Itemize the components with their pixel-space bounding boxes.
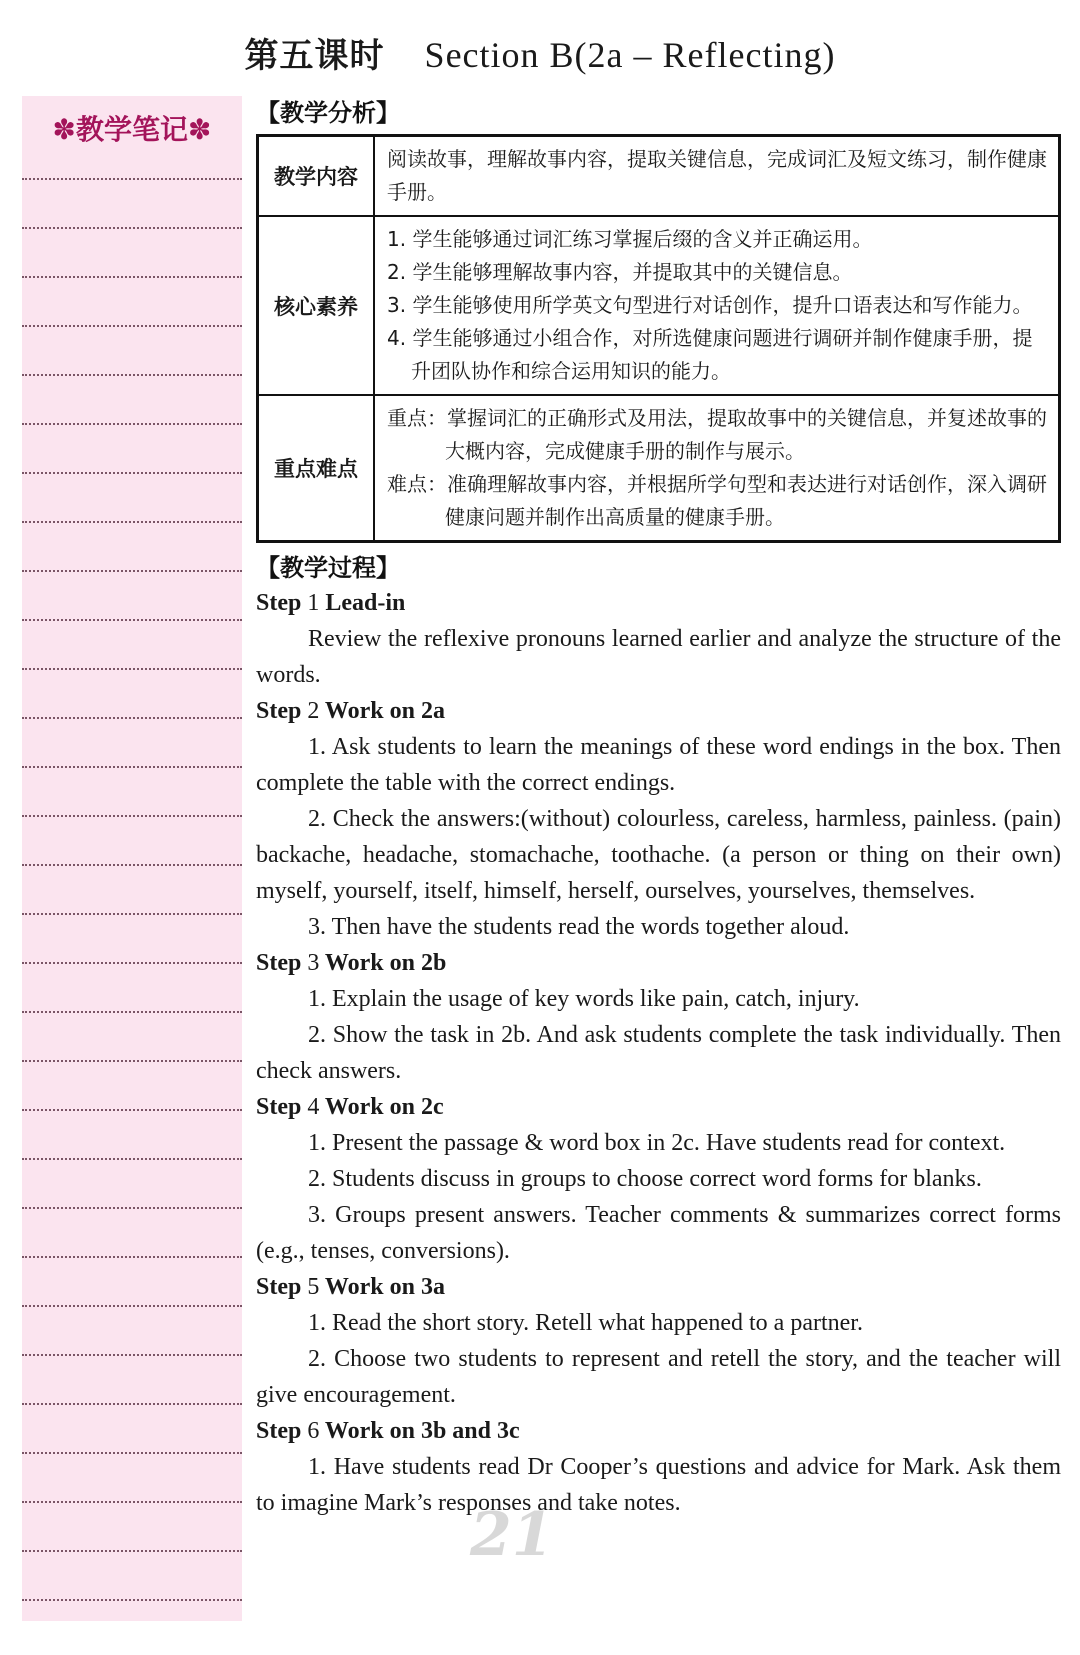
step-name: Lead-in <box>325 590 406 616</box>
note-line <box>22 815 242 817</box>
step-title <box>256 945 1061 981</box>
note-line <box>22 1501 242 1503</box>
table-row <box>258 395 1060 542</box>
step-number: 2 <box>307 698 320 724</box>
step-paragraph: 3. Groups present answers. Teacher comments & summarizes correct forms (e.g., tenses, conversions). <box>256 1202 1061 1264</box>
step-number: 3 <box>307 950 320 976</box>
content-line: 3. 学生能够使用所学英文句型进行对话创作，提升口语表达和写作能力。 <box>387 293 1033 317</box>
step-word: Step <box>256 1094 302 1120</box>
step-word: Step <box>256 950 302 976</box>
note-line <box>22 570 242 572</box>
content-line: 4. 学生能够通过小组合作，对所选健康问题进行调研并制作健康手册，提升团队协作和综合运用知识的能力。 <box>387 326 1033 383</box>
step-word: Step <box>256 1418 302 1444</box>
row-label: 重点难点 <box>258 395 375 542</box>
analysis-heading: 【教学分析】 <box>256 99 400 127</box>
step-paragraph: 1. Present the passage & word box in 2c. Have students read for context. <box>308 1130 1006 1156</box>
note-line <box>22 276 242 278</box>
step-name: Work on 2a <box>324 698 445 724</box>
step-paragraph: 2. Check the answers:(without) colourless, careless, harmless, painless. (pain) backache, headache, stomachache, toothache. (a person or thing on their own) myself, yourself, itself, himself, herself, ourselves, yourselves, themselves. <box>256 806 1061 904</box>
note-line <box>22 864 242 866</box>
step-number: 1 <box>307 590 320 616</box>
note-line <box>22 521 242 523</box>
step-paragraph: 1. Ask students to learn the meanings of these word endings in the box. Then complete the table with the correct endings. <box>256 734 1061 796</box>
step-paragraph: 2. Students discuss in groups to choose correct word forms for blanks. <box>308 1166 982 1192</box>
row-content <box>374 395 1060 542</box>
step-paragraph: 2. Show the task in 2b. And ask students complete the task individually. Then check answers. <box>256 1022 1061 1084</box>
note-line <box>22 423 242 425</box>
step-word: Step <box>256 590 302 616</box>
row-content <box>374 136 1060 217</box>
note-line <box>22 1207 242 1209</box>
analysis-table <box>256 134 1061 543</box>
note-line <box>22 1011 242 1013</box>
step-paragraph: 1. Have students read Dr Cooper’s questions and advice for Mark. Ask them to imagine Mark’s responses and take notes. <box>256 1454 1061 1516</box>
note-line <box>22 178 242 180</box>
note-line <box>22 1158 242 1160</box>
step-name: Work on 2c <box>324 1094 444 1120</box>
step-title <box>256 1269 1061 1305</box>
step-title <box>256 585 1061 621</box>
step-word: Step <box>256 1274 302 1300</box>
row-label: 核心素养 <box>258 216 375 395</box>
table-row <box>258 136 1060 217</box>
step-name: Work on 3b and 3c <box>324 1418 520 1444</box>
step-number: 5 <box>307 1274 320 1300</box>
note-line <box>22 1354 242 1356</box>
step-title <box>256 1089 1061 1125</box>
content-line: 难点：准确理解故事内容，并根据所学句型和表达进行对话创作，深入调研健康问题并制作出高质量的健康手册。 <box>387 472 1047 529</box>
step-paragraph: 1. Explain the usage of key words like pain, catch, injury. <box>308 986 860 1012</box>
step-name: Work on 2b <box>324 950 447 976</box>
note-line <box>22 374 242 376</box>
note-line <box>22 619 242 621</box>
note-line <box>22 1109 242 1111</box>
note-line <box>22 1599 242 1601</box>
row-content <box>374 216 1060 395</box>
notes-title: ✽教学笔记✽ <box>52 113 212 146</box>
notes-column <box>22 96 242 1621</box>
step-paragraph: 2. Choose two students to represent and retell the story, and the teacher will give encouragement. <box>256 1346 1061 1408</box>
content-line: 阅读故事，理解故事内容，提取关键信息，完成词汇及短文练习，制作健康手册。 <box>387 147 1047 204</box>
note-line <box>22 1256 242 1258</box>
process-heading: 【教学过程】 <box>256 554 400 582</box>
step-title <box>256 693 1061 729</box>
step-paragraph: 3. Then have the students read the words together aloud. <box>308 914 850 940</box>
note-line <box>22 1060 242 1062</box>
note-line <box>22 766 242 768</box>
note-line <box>22 913 242 915</box>
note-line <box>22 325 242 327</box>
note-line <box>22 1305 242 1307</box>
step-number: 6 <box>307 1418 320 1444</box>
note-line <box>22 1452 242 1454</box>
step-word: Step <box>256 698 302 724</box>
note-line <box>22 472 242 474</box>
step-name: Work on 3a <box>324 1274 445 1300</box>
lesson-label: 第五课时 <box>244 36 385 76</box>
note-line <box>22 1403 242 1405</box>
note-line <box>22 1550 242 1552</box>
content-line: 2. 学生能够理解故事内容，并提取其中的关键信息。 <box>387 260 853 284</box>
main-column <box>256 96 1061 1521</box>
step-paragraph: Review the reflexive pronouns learned earlier and analyze the structure of the words. <box>256 626 1061 688</box>
step-paragraph: 1. Read the short story. Retell what happened to a partner. <box>308 1310 863 1336</box>
note-line <box>22 668 242 670</box>
page-title <box>0 28 1080 77</box>
steps-list <box>256 585 1061 1521</box>
content-line: 重点：掌握词汇的正确形式及用法，提取故事中的关键信息，并复述故事的大概内容，完成健康手册的制作与展示。 <box>387 406 1047 463</box>
note-line <box>22 962 242 964</box>
table-row <box>258 216 1060 395</box>
step-number: 4 <box>307 1094 320 1120</box>
content-line: 1. 学生能够通过词汇练习掌握后缀的含义并正确运用。 <box>387 227 873 251</box>
note-line <box>22 717 242 719</box>
section-label: Section B(2a – Reflecting) <box>424 35 836 75</box>
step-title <box>256 1413 1061 1449</box>
note-line <box>22 227 242 229</box>
row-label: 教学内容 <box>258 136 375 217</box>
page-number: 21 <box>470 1500 554 1570</box>
